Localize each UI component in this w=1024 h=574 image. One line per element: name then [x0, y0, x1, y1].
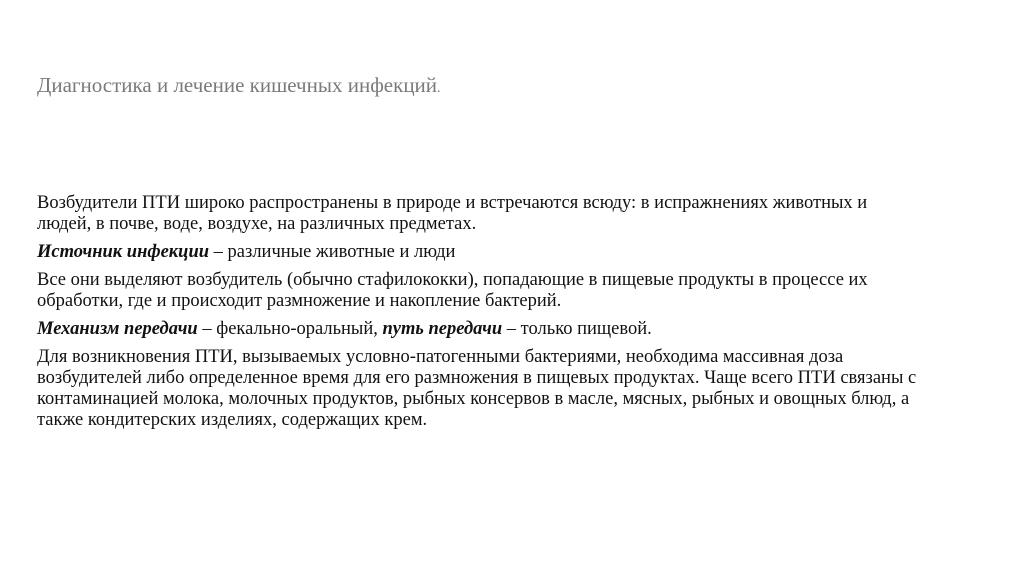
term-transmission-route: путь передачи [382, 319, 503, 339]
slide-title-period: . [437, 81, 441, 96]
paragraph-conditions: Для возникновения ПТИ, вызываемых условно-патогенными бактериями, необходима массивная доза возбудителей либо определенное время для его размножения в пищевых продуктах. Чаще всего ПТИ связаны с контаминацией молока, молочных продуктов, рыбных консервов в масле, мясных, рыбных и овощных блюд, а также кондитерских изделиях, содержащих крем. [37, 347, 917, 430]
transmission-route-text: – только пищевой. [502, 319, 652, 339]
slide-body [37, 193, 917, 438]
paragraph-infection-source [37, 242, 917, 263]
infection-source-text: – различные животные и люди [209, 242, 456, 262]
transmission-mechanism-text: – фекально-оральный, [197, 319, 383, 339]
paragraph-pathogen-release: Все они выделяют возбудитель (обычно стафилококки), попадающие в пищевые продукты в процессе их обработки, где и происходит размножение и накопление бактерий. [37, 270, 868, 311]
term-transmission-mechanism: Механизм передачи [37, 319, 198, 339]
slide-title [37, 72, 441, 102]
term-infection-source: Источник инфекции [37, 242, 210, 262]
paragraph-transmission [37, 319, 917, 340]
slide-title-text: Диагностика и лечение кишечных инфекций [37, 73, 438, 97]
paragraph-pathogens: Возбудители ПТИ широко распространены в природе и встречаются всюду: в испражнениях животных и людей, в почве, воде, воздухе, на различных предметах. [37, 193, 868, 234]
